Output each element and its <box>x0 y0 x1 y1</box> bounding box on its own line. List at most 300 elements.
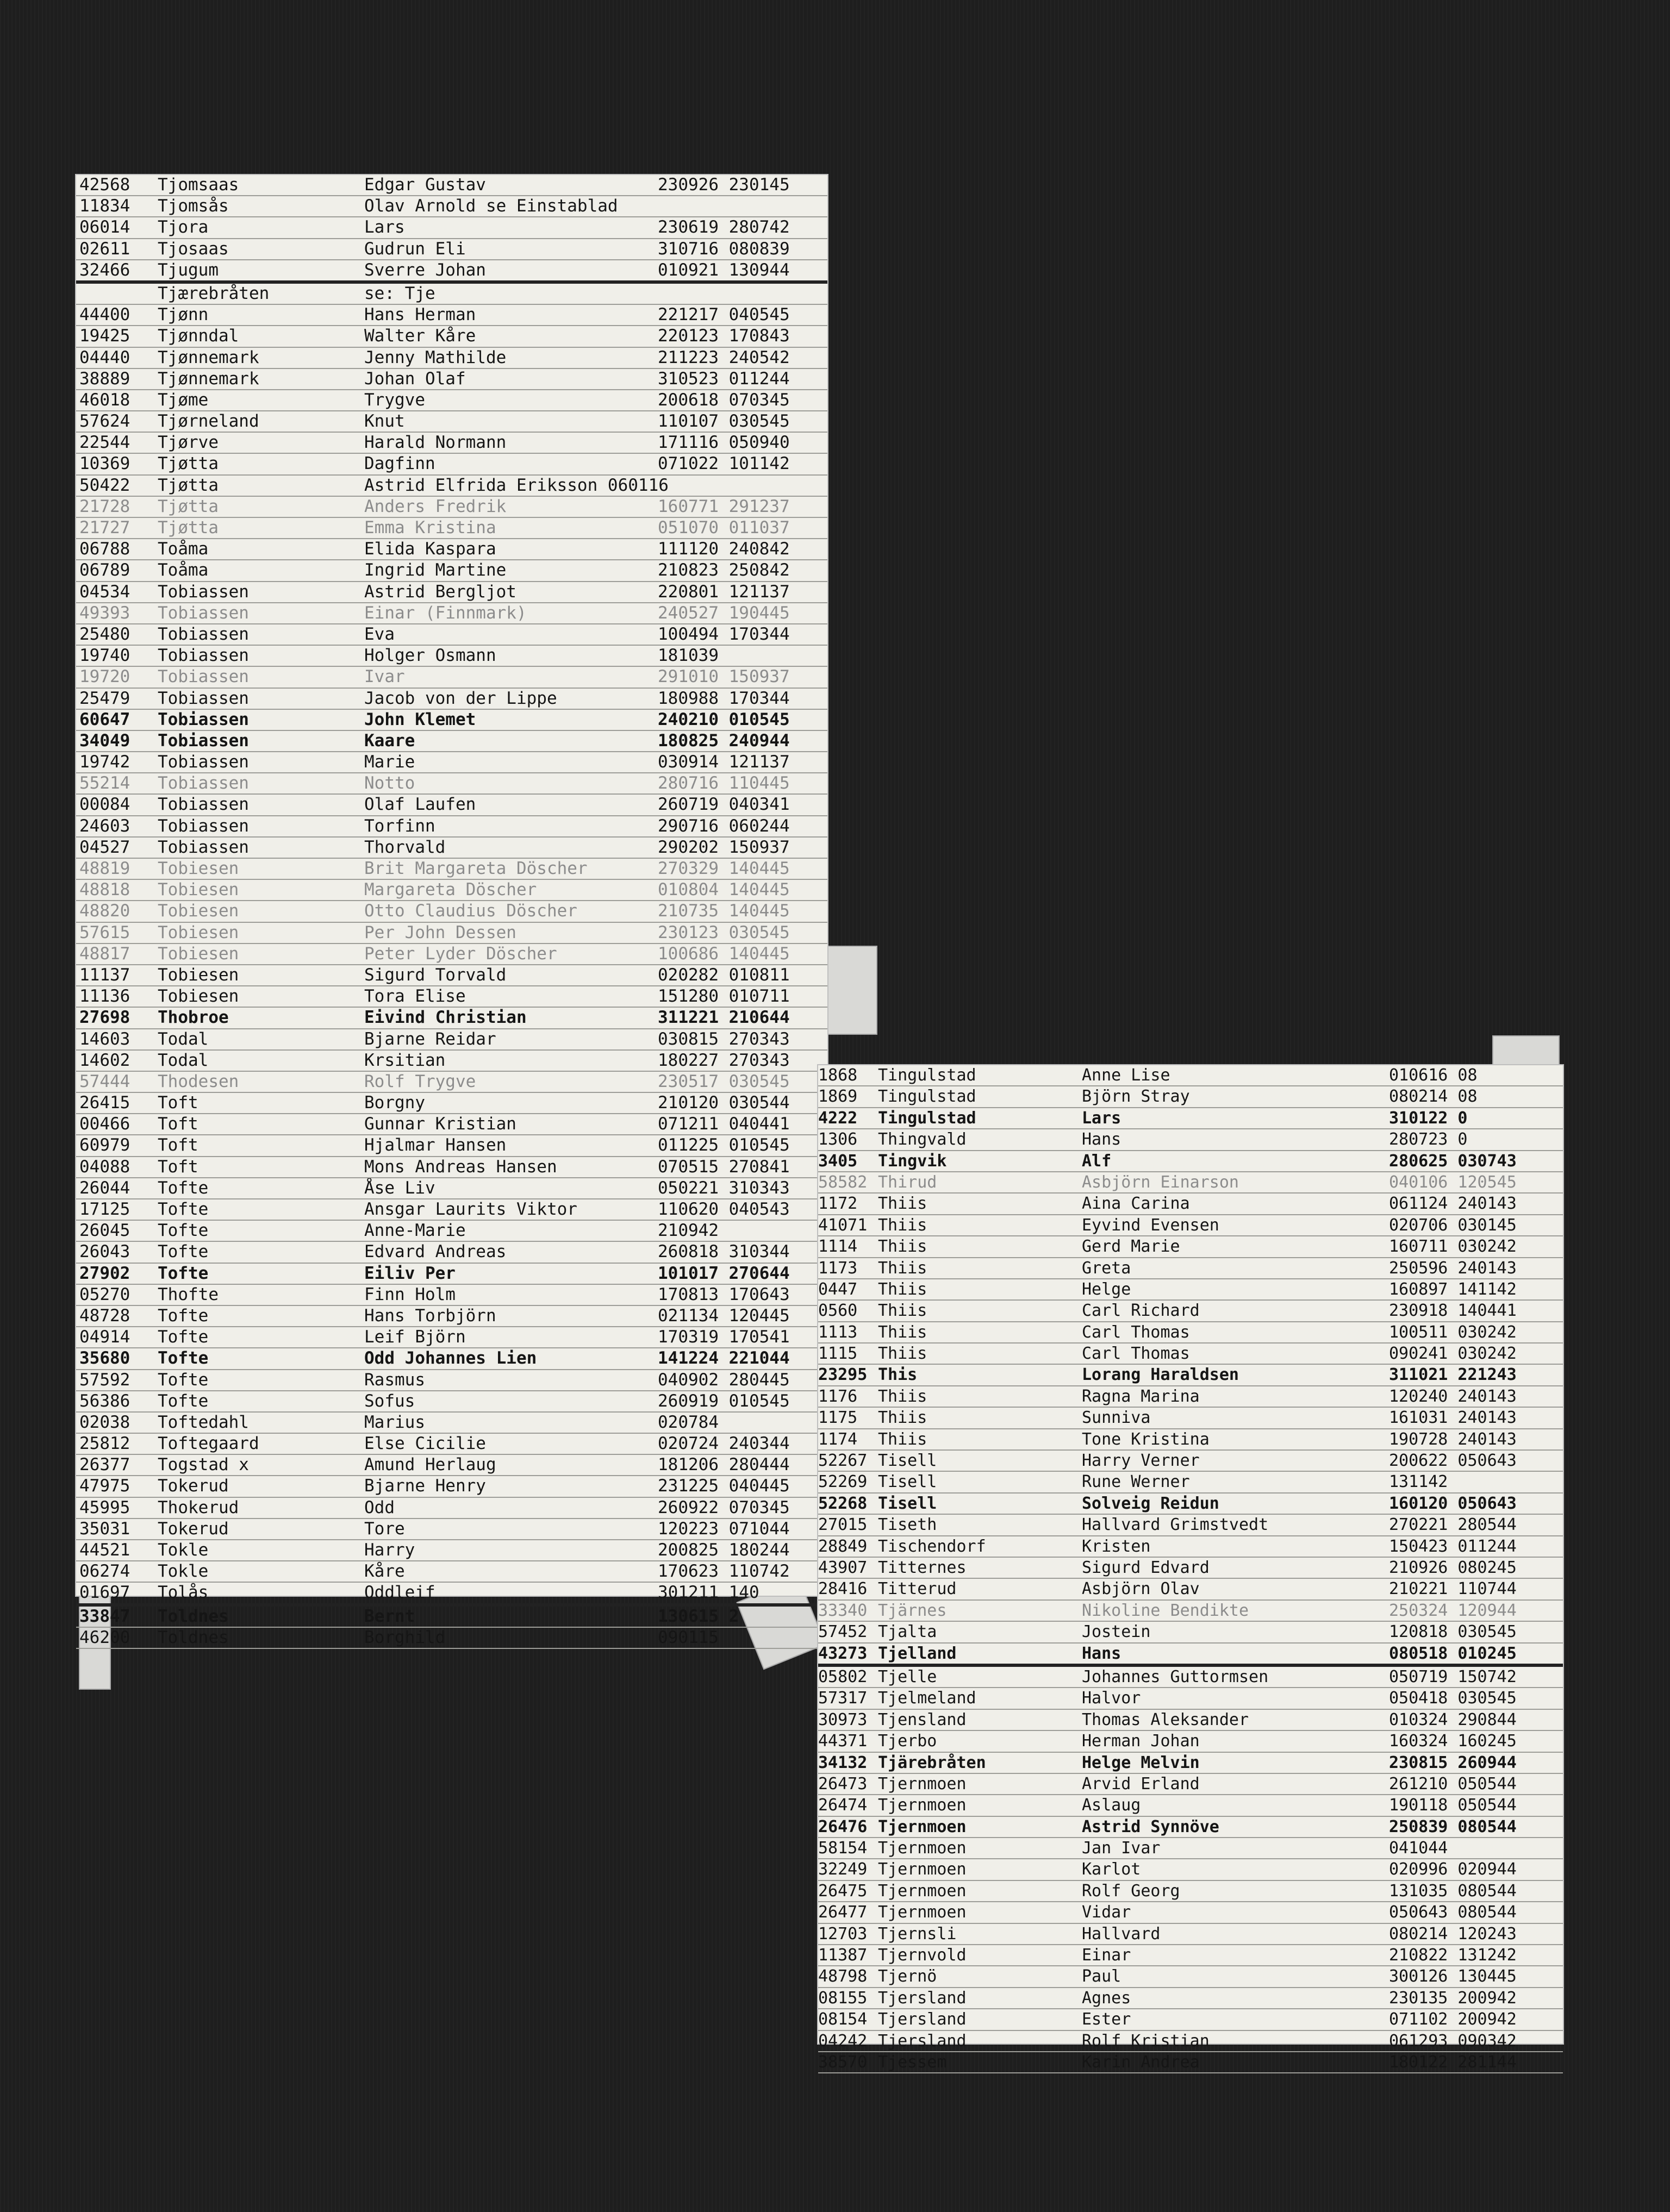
dates: 310523 011244 <box>658 368 790 389</box>
dates: 260922 070345 <box>658 1497 790 1517</box>
dates: 130615 2 <box>658 1606 739 1626</box>
given-names: Else Cicilie <box>364 1434 486 1454</box>
register-row <box>818 1622 1563 1643</box>
given-names: Gunnar Kristian <box>364 1114 516 1134</box>
register-row <box>76 838 827 859</box>
given-names: Sigurd Torvald <box>364 965 507 985</box>
register-row <box>818 1408 1563 1429</box>
register-row <box>818 2052 1563 2073</box>
register-row <box>818 1258 1563 1279</box>
record-id: 06014 <box>79 217 130 238</box>
dates: 020282 010811 <box>658 965 790 985</box>
register-row <box>76 880 827 901</box>
given-names: Knut <box>364 411 405 432</box>
record-id: 26477 <box>818 1903 868 1922</box>
dates: 090115 <box>658 1627 719 1647</box>
register-row <box>818 1667 1563 1688</box>
dates: 250324 120944 <box>1389 1601 1517 1620</box>
given-names: Lorang Haraldsen <box>1082 1365 1239 1385</box>
dates: 170623 110742 <box>658 1561 790 1582</box>
dates: 071102 200942 <box>1389 2010 1517 2029</box>
record-id: 43907 <box>818 1558 868 1577</box>
register-row <box>818 1236 1563 1258</box>
surname: Tjøme <box>158 390 209 410</box>
record-id: 57444 <box>79 1071 130 1091</box>
record-id: 35680 <box>79 1348 130 1369</box>
surname: Tjugum <box>158 260 219 280</box>
given-names: Jostein <box>1082 1622 1151 1642</box>
surname: Tjomsaas <box>158 175 239 195</box>
record-id: 00466 <box>79 1114 130 1134</box>
record-id: 26043 <box>79 1242 130 1262</box>
given-names: Harry Verner <box>1082 1451 1200 1471</box>
record-id: 57317 <box>818 1689 868 1708</box>
register-row <box>76 1157 827 1178</box>
record-id: 21727 <box>79 518 130 538</box>
surname: Tobiassen <box>158 837 249 857</box>
given-names: Otto Claudius Döscher <box>364 901 577 921</box>
record-id: 19720 <box>79 667 130 687</box>
surname: Tobiassen <box>158 624 249 644</box>
surname: Tjernmoen <box>878 1903 967 1922</box>
dates: 200825 180244 <box>658 1540 790 1560</box>
surname: Tofte <box>158 1199 209 1219</box>
register-row <box>76 859 827 880</box>
dates: 260818 310344 <box>658 1242 790 1262</box>
surname: Tjøtta <box>158 454 219 474</box>
record-id: 1173 <box>818 1258 858 1278</box>
dates: 080214 120243 <box>1389 1924 1517 1944</box>
record-id: 33340 <box>818 1601 868 1620</box>
dates: 230135 200942 <box>1389 1988 1517 2008</box>
surname: Toldnes <box>158 1627 229 1647</box>
record-id: 57624 <box>79 411 130 432</box>
dates: 190728 240143 <box>1389 1429 1517 1449</box>
dates: 280723 0 <box>1389 1130 1468 1149</box>
surname: Tobiassen <box>158 795 249 815</box>
dates: 160324 160245 <box>1389 1732 1517 1751</box>
surname: Tofte <box>158 1178 209 1198</box>
register-row <box>76 348 827 369</box>
surname: Tobiesen <box>158 880 239 900</box>
register-row <box>818 1859 1563 1880</box>
dates: 180825 240944 <box>658 730 790 751</box>
dates: 310122 0 <box>1389 1108 1468 1128</box>
given-names: Eiliv Per <box>364 1263 456 1283</box>
record-id: 48798 <box>818 1967 868 1986</box>
given-names: Halvor <box>1082 1689 1141 1708</box>
record-id: 11834 <box>79 196 130 216</box>
dates: 301211 140 <box>658 1583 759 1603</box>
surname: Tokerud <box>158 1476 229 1496</box>
record-id: 28849 <box>818 1536 868 1556</box>
surname: Tolås <box>158 1583 209 1603</box>
surname: Tjora <box>158 217 209 238</box>
dates: 290716 060244 <box>658 816 790 836</box>
record-id: 1172 <box>818 1194 858 1214</box>
surname: Tjærebråten <box>158 283 270 303</box>
given-names: Åse Liv <box>364 1178 435 1198</box>
record-id: 04534 <box>79 582 130 602</box>
register-row <box>76 1476 827 1497</box>
record-id: 38889 <box>79 368 130 389</box>
register-row <box>818 1429 1563 1451</box>
record-id: 60647 <box>79 709 130 729</box>
record-id: 12703 <box>818 1924 868 1944</box>
dates: 010616 08 <box>1389 1066 1478 1085</box>
surname: Thiis <box>878 1322 927 1342</box>
record-id: 47975 <box>79 1476 130 1496</box>
dates: 311221 210644 <box>658 1008 790 1028</box>
surname: Tjerbo <box>878 1732 937 1751</box>
surname: Tisell <box>878 1472 937 1492</box>
surname: Tobiesen <box>158 859 239 878</box>
dates: 040902 280445 <box>658 1370 790 1390</box>
dates: 150423 011244 <box>1389 1536 1517 1556</box>
given-names: Notto <box>364 773 415 793</box>
dates: 200622 050643 <box>1389 1451 1517 1471</box>
surname: Tjensland <box>878 1710 967 1729</box>
record-id: 1176 <box>818 1386 858 1406</box>
surname: Tobiassen <box>158 603 249 623</box>
register-row <box>76 305 827 326</box>
surname: Tjernmoen <box>878 1796 967 1815</box>
surname: Toft <box>158 1157 198 1177</box>
record-id: 28416 <box>818 1579 868 1599</box>
surname: Tobiesen <box>158 943 239 964</box>
record-id: 26476 <box>818 1817 868 1836</box>
record-id: 48820 <box>79 901 130 921</box>
given-names: Astrid Synnöve <box>1082 1817 1219 1836</box>
given-names: Krsitian <box>364 1050 446 1070</box>
dates: 040106 120545 <box>1389 1172 1517 1192</box>
surname: Titterud <box>878 1579 957 1599</box>
surname: Thirud <box>878 1172 937 1192</box>
record-id: 50422 <box>79 475 130 495</box>
dates: 240210 010545 <box>658 709 790 729</box>
surname: Toåma <box>158 560 209 580</box>
register-row <box>818 1536 1563 1558</box>
register-row <box>818 1172 1563 1194</box>
record-id: 33847 <box>79 1606 130 1626</box>
record-id: 34132 <box>818 1753 868 1772</box>
given-names: Marie <box>364 752 415 772</box>
dates: 030815 270343 <box>658 1029 790 1049</box>
surname: Tisell <box>878 1494 937 1513</box>
register-row <box>76 1264 827 1285</box>
register-row <box>818 1601 1563 1622</box>
surname: Tjersland <box>878 2031 967 2051</box>
surname: Tiseth <box>878 1515 937 1535</box>
given-names: Eva <box>364 624 395 644</box>
surname: Tofte <box>158 1263 209 1283</box>
dates: 270329 140445 <box>658 859 790 878</box>
record-id: 27902 <box>79 1263 130 1283</box>
dates: 270221 280544 <box>1389 1515 1517 1535</box>
given-names: Anne-Marie <box>364 1221 466 1241</box>
register-row <box>76 603 827 624</box>
given-names: Rasmus <box>364 1370 425 1390</box>
dates: 120223 071044 <box>658 1519 790 1539</box>
register-row <box>76 1434 827 1455</box>
given-names: Bernt <box>364 1606 415 1626</box>
record-id: 00084 <box>79 795 130 815</box>
dates: 260919 010545 <box>658 1391 790 1411</box>
register-sheet-left <box>76 175 827 1647</box>
dates: 280625 030743 <box>1389 1151 1517 1171</box>
record-id: 01697 <box>79 1583 130 1603</box>
register-row <box>818 1710 1563 1731</box>
surname: Thokerud <box>158 1497 239 1517</box>
surname: Todal <box>158 1029 209 1049</box>
record-id: 26045 <box>79 1221 130 1241</box>
surname: Tobiesen <box>158 965 239 985</box>
given-names: Nikoline Bendikte <box>1082 1601 1249 1620</box>
surname: Thiis <box>878 1279 927 1299</box>
dates: 030914 121137 <box>658 752 790 772</box>
register-row <box>76 1008 827 1029</box>
given-names: Jan Ivar <box>1082 1839 1161 1858</box>
dates: 071211 040441 <box>658 1114 790 1134</box>
dates: 210942 <box>658 1221 719 1241</box>
dates: 211223 240542 <box>658 347 790 367</box>
given-names: Jenny Mathilde <box>364 347 507 367</box>
dates: 260719 040341 <box>658 795 790 815</box>
dates: 180227 270343 <box>658 1050 790 1070</box>
record-id: 17125 <box>79 1199 130 1219</box>
given-names: Leif Björn <box>364 1327 466 1347</box>
given-names: Asbjörn Olav <box>1082 1579 1200 1599</box>
register-row <box>76 411 827 433</box>
surname: Tobiassen <box>158 688 249 708</box>
record-id: 11387 <box>818 1946 868 1965</box>
dates: 100686 140445 <box>658 943 790 964</box>
surname: Thiis <box>878 1344 927 1364</box>
given-names: Hallvard <box>1082 1924 1161 1944</box>
register-row <box>76 239 827 260</box>
given-names: Einar <box>1082 1946 1131 1965</box>
surname: Tobiesen <box>158 986 239 1007</box>
register-row <box>76 1135 827 1157</box>
given-names: Carl Richard <box>1082 1301 1200 1321</box>
surname: Tingulstad <box>878 1087 976 1107</box>
surname: Tobiassen <box>158 816 249 836</box>
given-names: Einar (Finnmark) <box>364 603 527 623</box>
register-row <box>76 560 827 582</box>
record-id: 04242 <box>818 2031 868 2051</box>
record-id: 27698 <box>79 1008 130 1028</box>
register-row <box>76 689 827 710</box>
register-row <box>76 284 827 305</box>
record-id: 04527 <box>79 837 130 857</box>
given-names: Amund Herlaug <box>364 1455 496 1475</box>
register-row <box>76 1029 827 1051</box>
surname: Tobiesen <box>158 901 239 921</box>
given-names: Anders Fredrik <box>364 496 507 516</box>
given-names: Rune Werner <box>1082 1472 1190 1492</box>
register-row <box>76 1221 827 1242</box>
dates: 210926 080245 <box>1389 1558 1517 1577</box>
given-names: Tore <box>364 1519 405 1539</box>
surname: Tjelland <box>878 1644 957 1663</box>
given-names: Oddleif <box>364 1583 435 1603</box>
dates: 230123 030545 <box>658 922 790 942</box>
surname: Tofte <box>158 1242 209 1262</box>
given-names: Hallvard Grimstvedt <box>1082 1515 1269 1535</box>
dates: 180988 170344 <box>658 688 790 708</box>
record-id: 04440 <box>79 347 130 367</box>
given-names: Gudrun Eli <box>364 239 466 259</box>
dates: 050643 080544 <box>1389 1903 1517 1922</box>
register-row <box>76 816 827 838</box>
surname: Tjøtta <box>158 496 219 516</box>
record-id: 1306 <box>818 1130 858 1149</box>
register-row <box>818 1451 1563 1472</box>
dates: 210823 250842 <box>658 560 790 580</box>
surname: Tofte <box>158 1305 209 1326</box>
given-names: Hjalmar Hansen <box>364 1135 507 1155</box>
given-names: Borgny <box>364 1093 425 1113</box>
given-names: Kristen <box>1082 1536 1151 1556</box>
given-names: Tora Elise <box>364 986 466 1007</box>
surname: Thiis <box>878 1408 927 1428</box>
dates: 160771 291237 <box>658 496 790 516</box>
record-id: 19425 <box>79 326 130 346</box>
given-names: Olav Arnold se Einstablad <box>364 196 618 216</box>
given-names: Sverre Johan <box>364 260 486 280</box>
surname: Tofte <box>158 1221 209 1241</box>
given-names: Emma Kristina <box>364 518 496 538</box>
given-names: Borghild <box>364 1627 446 1647</box>
register-row <box>76 1072 827 1093</box>
given-names: Margareta Döscher <box>364 880 537 900</box>
given-names: Hans Herman <box>364 305 476 325</box>
surname: Tjørve <box>158 433 219 453</box>
record-id: 48819 <box>79 859 130 878</box>
surname: Tjosaas <box>158 239 229 259</box>
given-names: Karin Andrea <box>1082 2052 1200 2072</box>
register-row <box>76 646 827 667</box>
surname: Tjärebråten <box>878 1753 986 1772</box>
given-names: Edvard Andreas <box>364 1242 507 1262</box>
register-row <box>76 710 827 731</box>
record-id: 44521 <box>79 1540 130 1560</box>
register-row <box>818 1838 1563 1859</box>
dates: 290202 150937 <box>658 837 790 857</box>
surname: Tjernmoen <box>878 1881 967 1901</box>
dates: 050221 310343 <box>658 1178 790 1198</box>
surname: Tobiassen <box>158 752 249 772</box>
given-names: Per John Dessen <box>364 922 516 942</box>
surname: Tischendorf <box>878 1536 986 1556</box>
dates: 090241 030242 <box>1389 1344 1517 1364</box>
dates: 220123 170843 <box>658 326 790 346</box>
register-row <box>818 1194 1563 1215</box>
given-names: Odd Johannes Lien <box>364 1348 537 1369</box>
dates: 160897 141142 <box>1389 1279 1517 1299</box>
surname: Tjalta <box>878 1622 937 1642</box>
surname: Thiis <box>878 1429 927 1449</box>
given-names: Thomas Aleksander <box>1082 1710 1249 1729</box>
record-id: 19740 <box>79 646 130 666</box>
register-row <box>818 1945 1563 1966</box>
record-id: 48818 <box>79 880 130 900</box>
record-id: 02038 <box>79 1412 130 1432</box>
register-row <box>76 196 827 217</box>
register-row <box>76 1498 827 1519</box>
register-row <box>76 965 827 986</box>
register-row <box>818 1494 1563 1515</box>
record-id: 06789 <box>79 560 130 580</box>
given-names: Bjarne Henry <box>364 1476 486 1496</box>
surname: Tjønnemark <box>158 347 259 367</box>
record-id: 57592 <box>79 1370 130 1390</box>
register-row <box>76 773 827 795</box>
surname: Tjernsli <box>878 1924 957 1944</box>
dates: 111120 240842 <box>658 539 790 559</box>
record-id: 11137 <box>79 965 130 985</box>
record-id: 14602 <box>79 1050 130 1070</box>
record-id: 52267 <box>818 1451 868 1471</box>
register-row <box>818 1065 1563 1086</box>
given-names: Aina Carina <box>1082 1194 1190 1214</box>
register-row <box>76 752 827 773</box>
given-names: Paul <box>1082 1967 1121 1986</box>
dates: 100494 170344 <box>658 624 790 644</box>
given-names: Ansgar Laurits Viktor <box>364 1199 577 1219</box>
dates: 010804 140445 <box>658 880 790 900</box>
given-names: Thorvald <box>364 837 446 857</box>
given-names: Solveig Reidun <box>1082 1494 1219 1513</box>
given-names: Torfinn <box>364 816 435 836</box>
register-row <box>76 901 827 922</box>
register-row <box>76 260 827 284</box>
register-row <box>76 667 827 688</box>
given-names: Harry <box>364 1540 415 1560</box>
record-id: 52268 <box>818 1494 868 1513</box>
dates: 061293 090342 <box>1389 2031 1517 2051</box>
surname: Thiis <box>878 1386 927 1406</box>
dates: 181206 280444 <box>658 1455 790 1475</box>
given-names: Sunniva <box>1082 1408 1151 1428</box>
register-row <box>818 1881 1563 1902</box>
surname: Tobiassen <box>158 646 249 666</box>
dates: 120240 240143 <box>1389 1386 1517 1406</box>
record-id: 32249 <box>818 1860 868 1879</box>
record-id: 58582 <box>818 1172 868 1192</box>
dates: 020724 240344 <box>658 1434 790 1454</box>
register-row <box>76 175 827 196</box>
register-row <box>76 1370 827 1391</box>
record-id: 0447 <box>818 1279 858 1299</box>
record-id: 32466 <box>79 260 130 280</box>
surname: Tjersland <box>878 2010 967 2029</box>
given-names: Astrid Elfrida Eriksson 060116 <box>364 475 669 495</box>
register-row <box>818 1386 1563 1408</box>
register-row <box>818 1129 1563 1151</box>
dates: 100511 030242 <box>1389 1322 1517 1342</box>
surname: Toft <box>158 1135 198 1155</box>
record-id: 44371 <box>818 1732 868 1751</box>
given-names: Carl Thomas <box>1082 1344 1190 1364</box>
register-row <box>76 923 827 944</box>
dates: 171116 050940 <box>658 433 790 453</box>
record-id: 08155 <box>818 1988 868 2008</box>
register-row <box>76 795 827 816</box>
register-row <box>76 1306 827 1327</box>
surname: Tjøtta <box>158 518 219 538</box>
register-row <box>76 1327 827 1348</box>
